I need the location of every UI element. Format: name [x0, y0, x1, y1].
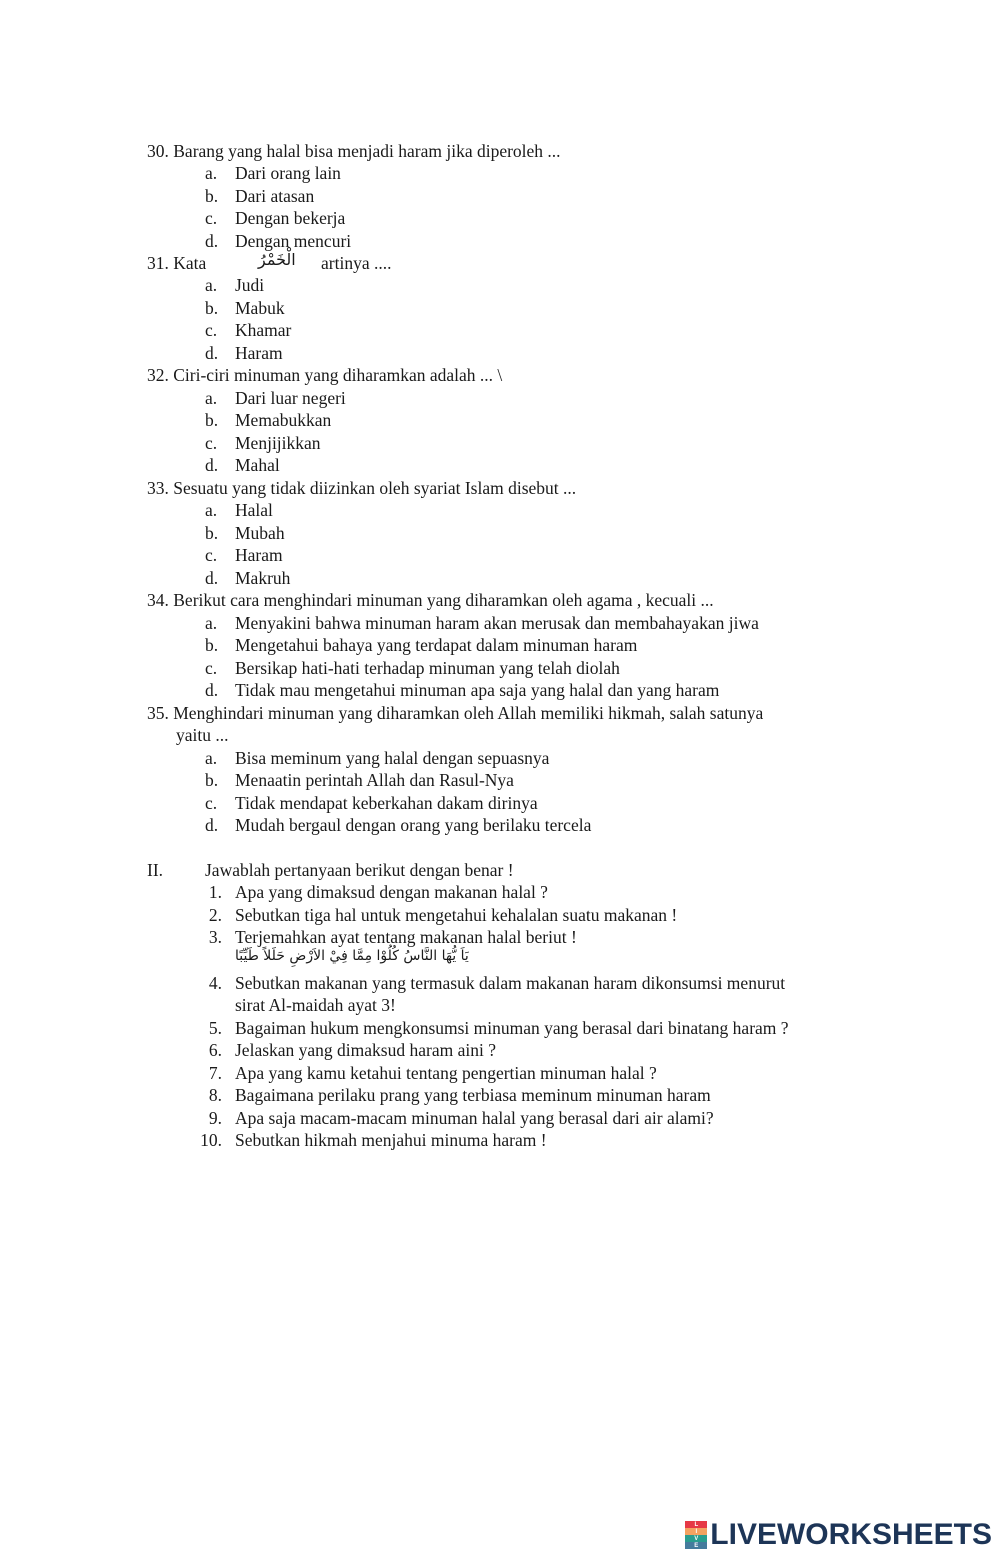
option-text: Mengetahui bahaya yang terdapat dalam minuman haram — [235, 635, 638, 655]
option-letter: a. — [205, 500, 218, 520]
option-text: Haram — [235, 343, 283, 363]
essay-number: 4. — [208, 973, 222, 993]
option-letter: b. — [205, 410, 219, 430]
essay-question: Apa saja macam-macam minuman halal yang berasal dari air alami? — [235, 1108, 714, 1128]
essay-number: 3. — [208, 927, 222, 947]
option-text: Menjijikkan — [235, 433, 321, 453]
option-letter: c. — [205, 793, 218, 813]
liveworksheets-logo[interactable] — [685, 1518, 992, 1551]
option-letter: d. — [205, 455, 219, 475]
option-letter: a. — [205, 748, 218, 768]
essay-number: 5. — [208, 1018, 222, 1038]
option-letter: a. — [205, 388, 218, 408]
question-31-suffix: artinya .... — [321, 253, 392, 273]
arabic-verse: يَاَ يُّهَا النَّاسُ كُلُوْا مِمَّا فِيْ الاَرْضِ حَلَلاً طَيِّبًا — [235, 948, 469, 964]
logo-badge-icon — [685, 1521, 707, 1549]
essay-number: 7. — [208, 1063, 222, 1083]
essay-question-line2: sirat Al-maidah ayat 3! — [235, 995, 396, 1015]
option-text: Tidak mau mengetahui minuman apa saja yang halal dan yang haram — [235, 680, 720, 700]
section-instruction: Jawablah pertanyaan berikut dengan benar ! — [205, 860, 514, 880]
option-text: Memabukkan — [235, 410, 332, 430]
option-letter: a. — [205, 275, 218, 295]
option-letter: d. — [205, 568, 219, 588]
badge-stripe: I — [685, 1528, 707, 1535]
essay-question: Apa yang dimaksud dengan makanan halal ? — [235, 882, 548, 902]
question-30: 30. Barang yang halal bisa menjadi haram jika diperoleh ... — [147, 141, 561, 161]
option-letter: b. — [205, 298, 219, 318]
arabic-khamr: الْخَمْرُ — [258, 250, 296, 269]
essay-question: Terjemahkan ayat tentang makanan halal beriut ! — [235, 927, 577, 947]
question-31-prefix: 31. Kata — [147, 253, 207, 273]
badge-stripe: V — [685, 1535, 707, 1542]
question-32: 32. Ciri-ciri minuman yang diharamkan adalah ... \ — [147, 365, 503, 385]
question-34: 34. Berikut cara menghindari minuman yang diharamkan oleh agama , kecuali ... — [147, 590, 714, 610]
option-text: Mubah — [235, 523, 285, 543]
option-letter: a. — [205, 613, 218, 633]
option-text: Tidak mendapat keberkahan dakam dirinya — [235, 793, 538, 813]
option-letter: c. — [205, 320, 218, 340]
option-text: Mudah bergaul dengan orang yang berilaku tercela — [235, 815, 592, 835]
option-letter: d. — [205, 680, 219, 700]
option-letter: b. — [205, 186, 219, 206]
option-text: Bersikap hati-hati terhadap minuman yang telah diolah — [235, 658, 620, 678]
essay-question: Bagaimana perilaku prang yang terbiasa meminum minuman haram — [235, 1085, 711, 1105]
option-text: Dari atasan — [235, 186, 315, 206]
option-letter: c. — [205, 658, 218, 678]
essay-number: 8. — [208, 1085, 222, 1105]
essay-question: Sebutkan hikmah menjahui minuma haram ! — [235, 1130, 547, 1150]
logo-text: LIVEWORKSHEETS — [710, 1518, 992, 1551]
option-letter: d. — [205, 343, 219, 363]
essay-question: Jelaskan yang dimaksud haram aini ? — [235, 1040, 496, 1060]
essay-question: Sebutkan makanan yang termasuk dalam makanan haram dikonsumsi menurut — [235, 973, 786, 993]
option-letter: a. — [205, 163, 218, 183]
option-letter: d. — [205, 231, 219, 251]
option-text: Khamar — [235, 320, 292, 340]
question-33: 33. Sesuatu yang tidak diizinkan oleh syariat Islam disebut ... — [147, 478, 577, 498]
option-text: Dengan bekerja — [235, 208, 346, 228]
essay-number: 9. — [208, 1108, 222, 1128]
essay-number: 2. — [208, 905, 222, 925]
option-letter: d. — [205, 815, 219, 835]
option-text: Haram — [235, 545, 283, 565]
essay-question: Bagaiman hukum mengkonsumsi minuman yang berasal dari binatang haram ? — [235, 1018, 789, 1038]
question-35: 35. Menghindari minuman yang diharamkan oleh Allah memiliki hikmah, salah satunya — [147, 703, 764, 723]
section-roman: II. — [147, 860, 164, 880]
option-text: Bisa meminum yang halal dengan sepuasnya — [235, 748, 550, 768]
option-text: Halal — [235, 500, 273, 520]
option-letter: b. — [205, 523, 219, 543]
option-text: Dari orang lain — [235, 163, 341, 183]
option-letter: b. — [205, 635, 219, 655]
option-text: Mabuk — [235, 298, 285, 318]
option-text: Menaatin perintah Allah dan Rasul-Nya — [235, 770, 514, 790]
question-35-line2: yaitu ... — [176, 725, 229, 745]
option-text: Menyakini bahwa minuman haram akan merusak dan membahayakan jiwa — [235, 613, 759, 633]
badge-stripe: L — [685, 1521, 707, 1528]
option-letter: b. — [205, 770, 219, 790]
essay-number: 10. — [200, 1130, 222, 1150]
essay-number: 6. — [208, 1040, 222, 1060]
essay-number: 1. — [208, 882, 222, 902]
option-text: Judi — [235, 275, 265, 295]
badge-stripe: E — [685, 1542, 707, 1549]
essay-question: Apa yang kamu ketahui tentang pengertian minuman halal ? — [235, 1063, 657, 1083]
option-letter: c. — [205, 433, 218, 453]
option-text: Makruh — [235, 568, 291, 588]
option-letter: c. — [205, 545, 218, 565]
option-text: Mahal — [235, 455, 280, 475]
option-text: Dengan mencuri — [235, 231, 352, 251]
option-text: Dari luar negeri — [235, 388, 346, 408]
essay-question: Sebutkan tiga hal untuk mengetahui kehalalan suatu makanan ! — [235, 905, 678, 925]
option-letter: c. — [205, 208, 218, 228]
